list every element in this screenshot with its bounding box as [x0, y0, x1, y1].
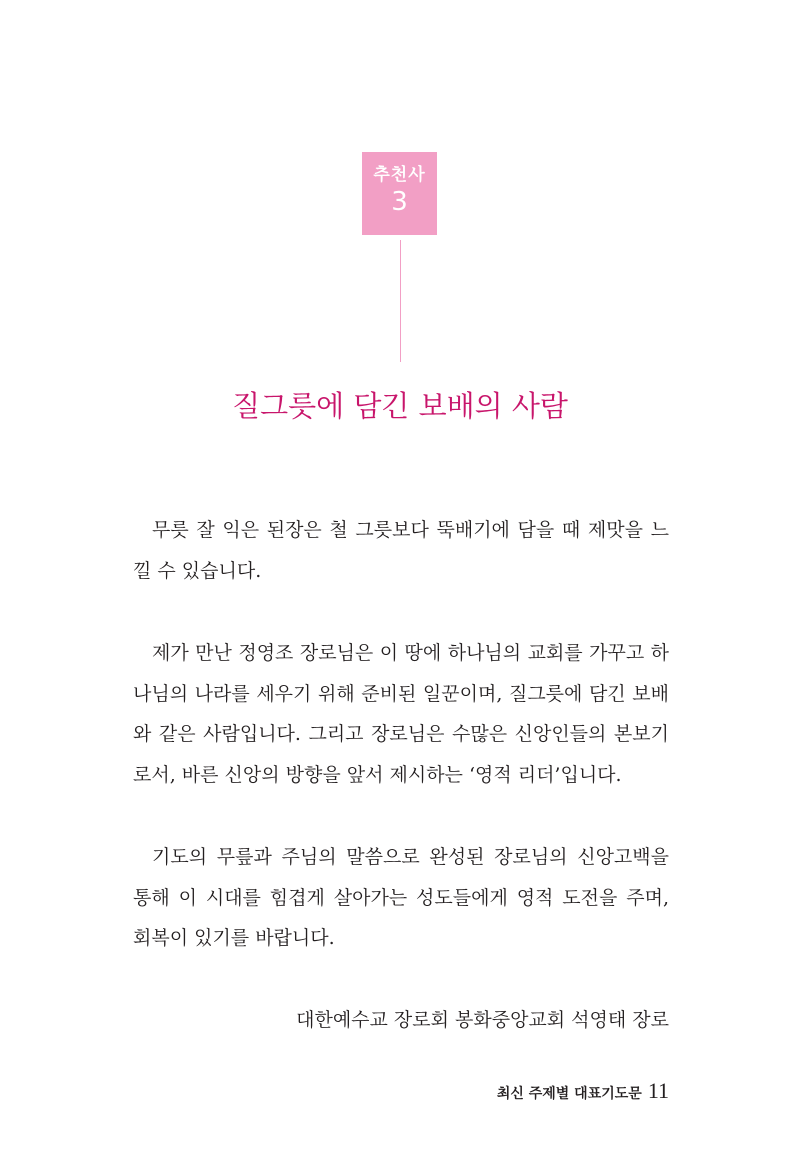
footer-book-title: 최신 주제별 대표기도문 [496, 1086, 642, 1102]
page-footer [497, 1078, 669, 1104]
badge-label: 추천사 [373, 165, 426, 185]
paragraph-3: 기도의 무릎과 주님의 말씀으로 완성된 장로님의 신앙고백을 통해 이 시대를 힘겹게 살아가는 성도들에게 영적 도전을 주며, 회복이 있기를 바랍니다. [133, 846, 669, 949]
paragraph-2: 제가 만난 정영조 장로님은 이 땅에 하나님의 교회를 가꾸고 하나님의 나라를 세우기 위해 준비된 일꾼이며, 질그릇에 담긴 보배와 같은 사람입니다. 그리고 장로님은 수많은 신앙인들의 본보기로서, 바른 신앙의 방향을 앞서 제시하는 ‘영적 리더’입니다. [133, 642, 669, 786]
badge-number: 3 [391, 187, 408, 217]
body-text [133, 510, 669, 1001]
paragraph-1: 무릇 잘 익은 된장은 철 그릇보다 뚝배기에 담을 때 제맛을 느낄 수 있습니다. [133, 519, 669, 582]
page-title: 질그릇에 담긴 보배의 사람 [232, 389, 568, 423]
decorative-divider-line [400, 240, 401, 362]
signature: 대한예수교 장로회 봉화중앙교회 석영태 장로 [296, 1009, 669, 1031]
page-number: 11 [647, 1078, 669, 1103]
section-badge [362, 152, 437, 235]
